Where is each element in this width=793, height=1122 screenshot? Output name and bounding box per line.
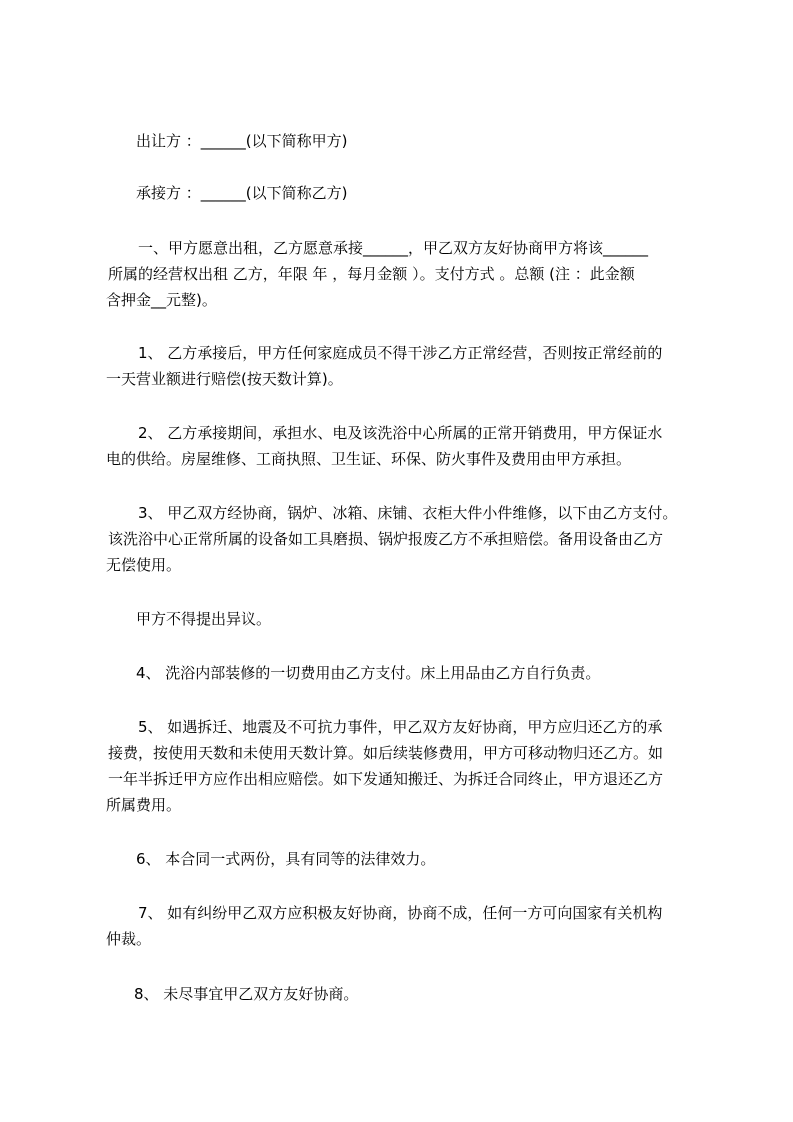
clause-8-line-1: 8、 未尽事宜甲乙双方友好协商。 — [134, 985, 359, 1003]
clause-intro-line-3: 含押金__元整)。 — [106, 291, 217, 309]
clause-3-line-1: 3、 甲乙双方经协商，锅炉、冰箱、床铺、衣柜大件小件维修，以下由乙方支付。 — [138, 504, 678, 522]
clause-7 — [106, 900, 706, 952]
note-no-objection-text: 甲方不得提出异议。 — [136, 610, 272, 628]
clause-intro-line-2: 所属的经营权出租 乙方，年限 年 ，每月金额 ）。支付方式 。总额 (注 ：此金额 — [108, 265, 635, 283]
clause-1-line-1: 1、 乙方承接后，甲方任何家庭成员不得干涉乙方正常经营，否则按正常经前的 — [138, 344, 663, 362]
clause-6-line-1: 6、 本合同一式两份，具有同等的法律效力。 — [136, 850, 436, 868]
clause-3-line-2: 该洗浴中心正常所属的设备如工具磨损、锅炉报废乙方不承担赔偿。备用设备由乙方 — [108, 530, 664, 548]
party-b-text: 承接方 ：______(以下简称乙方) — [136, 184, 348, 202]
clause-5 — [106, 714, 706, 818]
clause-1 — [106, 340, 706, 392]
clause-3-line-3: 无偿使用。 — [106, 556, 182, 574]
clause-4-line-1: 4、 洗浴内部装修的一切费用由乙方支付。床上用品由乙方自行负责。 — [136, 664, 601, 682]
clause-5-line-2: 接费，按使用天数和未使用天数计算。如后续装修费用，甲方可移动物归还乙方。如 — [108, 744, 664, 762]
clause-7-line-2: 仲裁。 — [106, 930, 152, 948]
clause-4 — [106, 660, 706, 686]
clause-1-line-2: 一天营业额进行赔偿(按天数计算)。 — [106, 370, 343, 388]
clause-2-line-2: 电的供给。房屋维修、工商执照、卫生证、环保、防火事件及费用由甲方承担。 — [106, 450, 632, 468]
clause-5-line-4: 所属费用。 — [106, 796, 182, 814]
clause-2-line-1: 2、 乙方承接期间，承担水、电及该洗浴中心所属的正常开销费用，甲方保证水 — [138, 424, 663, 442]
clause-5-line-1: 5、 如遇拆迁、地震及不可抗力事件，甲乙双方友好协商，甲方应归还乙方的承 — [138, 718, 663, 736]
clause-2 — [106, 420, 706, 472]
clause-3 — [106, 500, 706, 578]
clause-5-line-3: 一年半拆迁甲方应作出相应赔偿。如下发通知搬迁、为拆迁合同终止，甲方退还乙方 — [108, 770, 664, 788]
note-no-objection — [106, 606, 706, 632]
clause-intro — [106, 235, 706, 313]
clause-8 — [106, 981, 706, 1007]
clause-6 — [106, 846, 706, 872]
clause-7-line-1: 7、 如有纠纷甲乙双方应积极友好协商，协商不成，任何一方可向国家有关机构 — [138, 904, 663, 922]
party-b-line — [106, 180, 706, 206]
clause-intro-line-1: 一、甲方愿意出租，乙方愿意承接______，甲乙双方友好协商甲方将该______ — [138, 239, 649, 257]
party-a-text: 出让方 ：______(以下简称甲方) — [136, 132, 348, 150]
party-a-line — [106, 128, 706, 154]
